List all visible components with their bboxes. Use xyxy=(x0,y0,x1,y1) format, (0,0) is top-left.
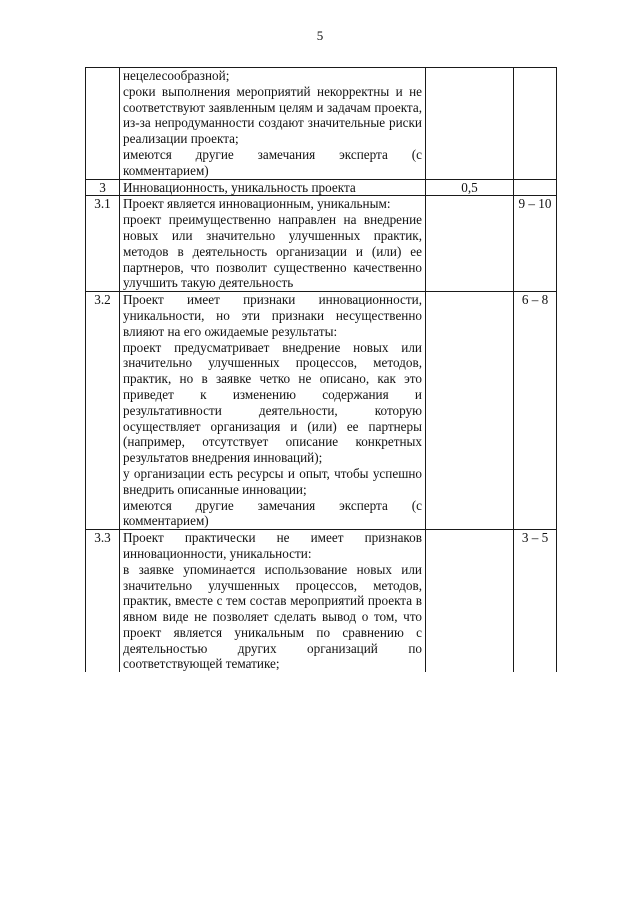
table-row xyxy=(86,179,557,196)
row-number xyxy=(86,68,120,180)
table-row xyxy=(86,68,557,180)
criterion-heading xyxy=(120,179,426,196)
criterion-paragraph: сроки выполнения мероприятий некорректны и не соответствуют заявленным целям и задачам проекта, из-за непродуманности создают значительные риски реализации проекта; xyxy=(123,83,422,147)
criterion-description xyxy=(120,68,426,180)
row-number: 3.3 xyxy=(86,530,120,673)
criterion-description xyxy=(120,530,426,673)
page-number: 5 xyxy=(316,28,324,43)
criterion-paragraph: имеются другие замечания эксперта (с комментарием) xyxy=(123,497,422,529)
criterion-paragraph: нецелесообразной; xyxy=(123,68,230,83)
evaluation-criteria-table xyxy=(85,67,557,672)
table-row xyxy=(86,530,557,673)
criterion-paragraph: проект преимущественно направлен на внедрение новых или значительно улучшенных практик, методов в деятельность организации и (или) ее партнеров, что позволит существенно качественно улучшить такую деятельность xyxy=(123,212,422,291)
criterion-paragraph: Проект имеет признаки инновационности, уникальности, но эти признаки несущественно влияют на его ожидаемые результаты: xyxy=(123,292,422,339)
score-cell xyxy=(514,179,557,196)
weight-cell xyxy=(426,530,514,673)
weight-cell: 0,5 xyxy=(426,179,514,196)
row-number: 3.1 xyxy=(86,196,120,292)
criterion-paragraph: имеются другие замечания эксперта (с комментарием) xyxy=(123,146,422,178)
criterion-paragraph: проект предусматривает внедрение новых или значительно улучшенных процессов, методов, практик, но в заявке четко не описано, как это приведет к изменению содержания и результативности деятельности, которую осуществляет организация и (или) ее партнеры (например, отсутствует описание конкретных результатов внедрения инноваций); xyxy=(123,339,422,466)
score-cell xyxy=(514,68,557,180)
criterion-paragraph: в заявке упоминается использование новых или значительно улучшенных процессов, методов, практик, вместе с тем состав мероприятий проекта в явном виде не позволяет сделать вывод о том, что проект является уникальным по сравнению с деятельностью других организаций по соответствующей тематике; xyxy=(123,561,422,672)
criterion-description xyxy=(120,196,426,292)
row-number: 3.2 xyxy=(86,292,120,530)
criterion-description xyxy=(120,292,426,530)
score-cell: 3 – 5 xyxy=(514,530,557,673)
row-number: 3 xyxy=(86,179,120,196)
weight-cell xyxy=(426,196,514,292)
weight-cell xyxy=(426,292,514,530)
criterion-paragraph: у организации есть ресурсы и опыт, чтобы успешно внедрить описанные инновации; xyxy=(123,465,422,497)
weight-cell xyxy=(426,68,514,180)
criterion-paragraph: Проект является инновационным, уникальным: xyxy=(123,196,391,212)
criterion-paragraph: Проект практически не имеет признаков инновационности, уникальности: xyxy=(123,530,422,561)
criterion-paragraph: Инновационность, уникальность проекта xyxy=(123,179,356,195)
score-cell: 6 – 8 xyxy=(514,292,557,530)
table-row xyxy=(86,292,557,530)
table-row xyxy=(86,196,557,292)
score-cell: 9 – 10 xyxy=(514,196,557,292)
